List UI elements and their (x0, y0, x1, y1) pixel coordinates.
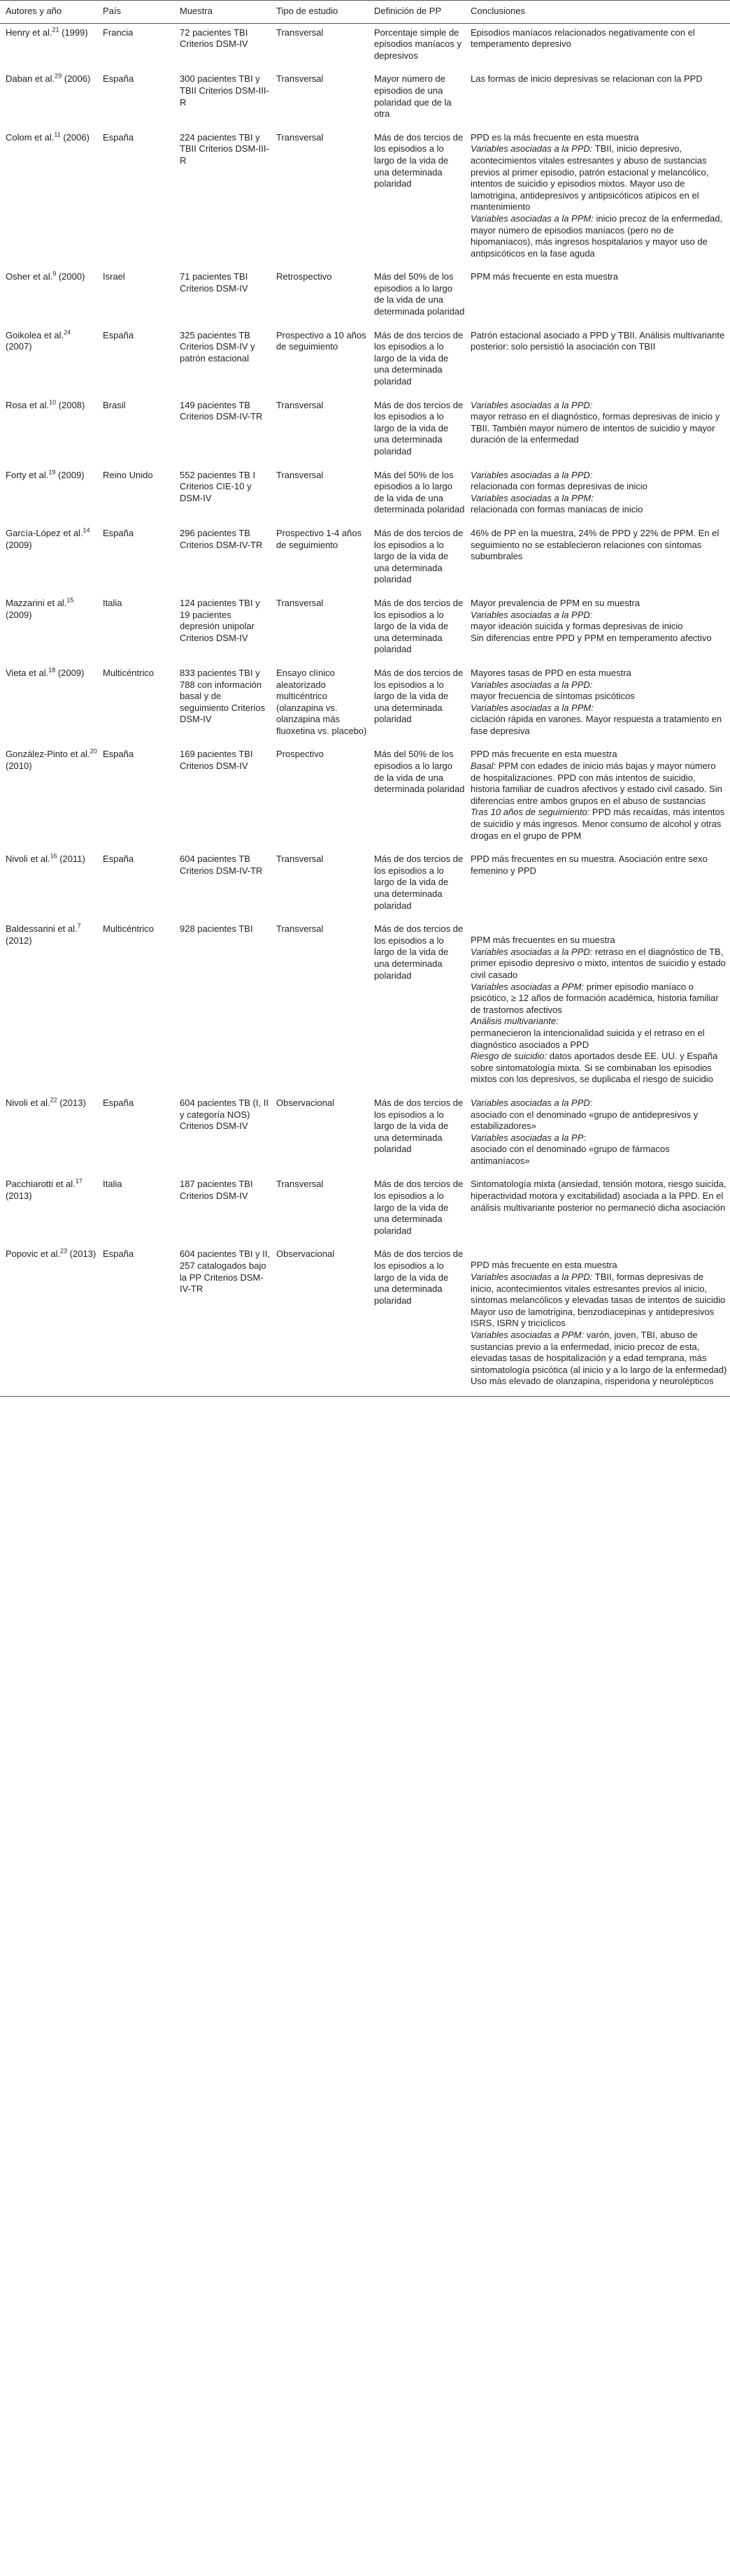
cell-conclusions (468, 23, 730, 70)
cell-authors (0, 1094, 100, 1176)
cell-pp-definition: Más de dos tercios de los episodios a lo largo de la vida de una determinada polaridad (374, 667, 464, 725)
conclusion-line (471, 1051, 727, 1086)
conclusion-label: Variables asociadas a la PPD: (471, 143, 593, 154)
conclusion-label: Variables asociadas a la PP: (471, 1132, 587, 1143)
conclusion-line (471, 1098, 727, 1132)
author-name: Pacchiarotti et al. (6, 1179, 76, 1190)
cell-pp-definition: Más de dos tercios de los episodios a lo largo de la vida de una determinada polaridad (371, 1245, 468, 1396)
conclusion-label: Variables asociadas a la PPD: (471, 609, 593, 620)
cell-study-type: Observacional (273, 1245, 371, 1396)
cell-authors (0, 524, 100, 594)
cell-authors (0, 23, 100, 70)
conclusion-line (471, 749, 727, 761)
conclusion-text: Sin diferencias entre PPD y PPM en temperamento afectivo (471, 632, 712, 643)
cell-authors (0, 326, 100, 396)
cell-study-type: Transversal (276, 597, 324, 608)
reference-number: 19 (48, 468, 56, 476)
table-header-row (0, 1, 730, 24)
author-name: Henry et al. (6, 27, 52, 38)
cell-pp-definition: Más del 50% de los episodios a lo largo de la vida de una determinada polaridad (374, 271, 465, 317)
cell-conclusions (468, 1094, 730, 1176)
header-study-type: Tipo de estudio (273, 1, 371, 24)
cell-conclusions (468, 326, 730, 396)
cell-country: Israel (103, 271, 125, 282)
cell-study-type: Transversal (276, 399, 324, 410)
conclusion-text: inicio precoz de la enfermedad, mayor número de episodios maníacos (pero no de hipomaníacos), más ingresos hospitalarios y mayor uso de antipsicóticos en la fase aguda (471, 213, 723, 259)
conclusion-text: relacionada con formas depresivas de inicio (471, 481, 647, 492)
cell-conclusions (468, 1245, 730, 1396)
publication-year: (2011) (57, 854, 85, 865)
cell-study-type: Transversal (276, 131, 324, 143)
table-row (0, 70, 730, 128)
cell-study-type: Transversal (276, 854, 324, 865)
conclusion-text: Mayor uso de lamotrigina, benzodiacepinas y antidepresivos ISRS, ISRN y tricíclicos (471, 1306, 715, 1329)
publication-year: (2010) (6, 761, 32, 772)
conclusion-line (471, 1016, 727, 1051)
conclusion-text: Episodios maníacos relacionados negativamente con el temperamento depresivo (471, 27, 695, 50)
author-name: Osher et al. (6, 271, 53, 282)
cell-sample: 149 pacientes TB Criterios DSM-IV-TR (180, 399, 263, 422)
cell-study-type: Prospectivo 1-4 años de seguimiento (276, 527, 362, 550)
cell-study-type: Transversal (276, 27, 324, 38)
reference-number: 18 (48, 666, 56, 674)
conclusion-label: Variables asociadas a PPM: (471, 981, 585, 992)
header-country: País (100, 1, 177, 24)
cell-pp-definition: Más de dos tercios de los episodios a lo largo de la vida de una determinada polaridad (374, 329, 464, 387)
cell-sample: 325 pacientes TB Criterios DSM-IV y patrón estacional (180, 329, 255, 364)
conclusion-text: mayor ideación suicida y formas depresivas de inicio (471, 621, 683, 632)
author-name: Nivoli et al. (6, 854, 50, 865)
cell-country: España (103, 1097, 134, 1108)
publication-year: (2013) (6, 1190, 32, 1202)
publication-year: (2013) (67, 1249, 96, 1260)
cell-country: Brasil (103, 399, 126, 410)
table-row (0, 466, 730, 524)
conclusion-line (471, 1260, 727, 1272)
conclusion-line (471, 668, 727, 679)
cell-conclusions (468, 70, 730, 128)
cell-sample: 124 pacientes TBI y 19 pacientes depresión unipolar Criterios DSM-IV (180, 597, 260, 643)
author-name: Vieta et al. (6, 667, 49, 678)
cell-sample: 604 pacientes TB Criterios DSM-IV-TR (180, 854, 263, 876)
conclusion-line (471, 1330, 727, 1388)
conclusion-text: varón, joven, TBI, abuso de sustancias previo a la enfermedad, inicio precoz de esta, elevadas tasas de hospitalización y a edad temprana, más sintomatología psicótica (al inicio y a lo largo de la enfermedad) Uso más elevado de olanzapina, risperidona y neurolépticos (471, 1330, 727, 1387)
conclusion-line (471, 610, 727, 633)
cell-sample: 296 pacientes TB Criterios DSM-IV-TR (180, 527, 263, 550)
cell-sample: 300 pacientes TBI y TBII Criterios DSM-III-R (180, 73, 269, 108)
table-row (0, 23, 730, 70)
header-conclusions: Conclusiones (468, 1, 730, 24)
author-name: Popovic et al. (6, 1249, 61, 1260)
reference-number: 20 (90, 748, 97, 756)
cell-study-type: Transversal (276, 1179, 324, 1190)
conclusion-line (471, 1272, 727, 1307)
conclusion-label: Variables asociadas a la PPM: (471, 702, 594, 713)
cell-country: España (103, 131, 134, 143)
cell-sample: 71 pacientes TBI Criterios DSM-IV (180, 271, 248, 294)
cell-pp-definition: Más de dos tercios de los episodios a lo largo de la vida de una determinada polaridad (374, 923, 464, 981)
table-body (0, 23, 730, 1396)
cell-pp-definition: Más de dos tercios de los episodios a lo largo de la vida de una determinada polaridad (374, 399, 464, 456)
conclusion-text: PPM más frecuentes en su muestra (471, 935, 615, 946)
header-sample: Muestra (177, 1, 273, 24)
conclusion-line (471, 807, 727, 842)
reference-number: 15 (66, 596, 74, 604)
cell-authors (0, 664, 100, 746)
table-row (0, 1094, 730, 1176)
conclusion-line (471, 213, 727, 259)
table-row (0, 268, 730, 326)
conclusion-text: PPM más frecuente en esta muestra (471, 271, 618, 282)
cell-study-type: Transversal (276, 73, 324, 85)
conclusion-text: PPM con edades de inicio más bajas y mayor número de hospitalizaciones. PPD con más intentos de suicidio, historia familiar de cuadros afectivos y estado civil casado. Sin diferencias entre ambos grupos en el abuso de sustancias (471, 761, 722, 806)
cell-study-type: Prospectivo a 10 años de seguimiento (276, 329, 366, 352)
conclusion-line (471, 761, 727, 807)
cell-study-type: Prospectivo (276, 749, 324, 760)
publication-year: (2009) (55, 469, 85, 480)
publication-year: (2012) (6, 935, 32, 946)
conclusion-line (471, 633, 727, 645)
publication-year: (2006) (62, 73, 91, 85)
cell-authors (0, 1175, 100, 1245)
author-name: González-Pinto et al. (6, 749, 90, 760)
cell-study-type: Observacional (276, 1097, 335, 1108)
cell-pp-definition: Más del 50% de los episodios a lo largo de la vida de una determinada polaridad (374, 749, 465, 795)
publication-year: (2000) (56, 271, 85, 282)
table-row (0, 129, 730, 268)
conclusion-line (471, 679, 727, 703)
conclusion-label: Variables asociadas a la PPD: (471, 1272, 593, 1283)
conclusion-text: Patrón estacional asociado a PPD y TBII. Análisis multivariante posterior: solo persistió la asociación con TBII (471, 329, 725, 352)
cell-sample: 552 pacientes TB I Criterios CIE-10 y DSM-IV (180, 469, 256, 503)
conclusion-text: primer episodio maníaco o psicótico, ≥ 12 años de formación académica, historia familiar de trastornos afectivos (471, 981, 719, 1015)
cell-country: España (103, 329, 134, 340)
cell-pp-definition: Porcentaje simple de episodios maníacos y depresivos (374, 27, 462, 61)
reference-number: 22 (50, 1096, 57, 1104)
conclusion-line (471, 330, 727, 353)
conclusion-text: datos aportados desde EE. UU. y España sobre sintomatología mixta. Si se combinaban los episodios mixtos con los depresivos, se duplicaba el riesgo de suicidio (471, 1051, 718, 1085)
cell-sample: 72 pacientes TBI Criterios DSM-IV (180, 27, 248, 50)
cell-study-type: Transversal (276, 469, 324, 480)
publication-year: (1999) (59, 27, 88, 38)
reference-number: 14 (83, 526, 90, 534)
author-name: Baldessarini et al. (6, 923, 78, 935)
cell-sample: 604 pacientes TBI y II, 257 catalogados bajo la PP Criterios DSM-IV-TR (177, 1245, 273, 1396)
conclusion-label: Variables asociadas a la PPD: (471, 1097, 593, 1108)
conclusion-line (471, 470, 727, 493)
conclusion-text: Sintomatología mixta (ansiedad, tensión motora, riesgo suicida, hiperactividad motora y excitabilidad) asociada a la PPD. En el análisis multivariante posterior no permaneció dicha asociación (471, 1179, 727, 1213)
conclusion-text: PPD más frecuentes en su muestra. Asociación entre sexo femenino y PPD (471, 854, 708, 876)
cell-study-type: Retrospectivo (276, 271, 332, 282)
conclusion-label: Riesgo de suicidio: (471, 1051, 548, 1062)
cell-pp-definition: Más de dos tercios de los episodios a lo largo de la vida de una determinada polaridad (374, 597, 464, 655)
conclusion-label: Variables asociadas a la PPM: (471, 492, 594, 503)
conclusion-label: Variables asociadas a la PPD: (471, 469, 593, 480)
table-row (0, 745, 730, 850)
reference-number: 7 (77, 922, 81, 930)
cell-country: España (103, 527, 134, 538)
conclusion-text: mayor retraso en el diagnóstico, formas depresivas de inicio y TBII. También mayor número de intentos de suicidio y mayor duración de la enfermedad (471, 411, 720, 445)
cell-authors (0, 1245, 100, 1396)
cell-country: Francia (103, 27, 134, 38)
conclusion-label: Variables asociadas a la PPD: (471, 679, 593, 690)
conclusion-text: asociado con el denominado «grupo de antidepresivos y estabilizadores» (471, 1109, 699, 1132)
cell-conclusions (468, 664, 730, 746)
conclusion-text: relacionada con formas maníacas de inicio (471, 504, 643, 515)
conclusion-line (471, 271, 727, 283)
cell-sample: 187 pacientes TBI Criterios DSM-IV (180, 1179, 253, 1202)
conclusion-text: retraso en el diagnóstico de TB, primer episodio depresivo o mixto, intentos de suicidio y estado civil casado (471, 946, 726, 980)
cell-sample: 928 pacientes TBI (180, 923, 253, 935)
conclusion-line (471, 703, 727, 737)
conclusion-text: TBII, inicio depresivo, acontecimientos vitales estresantes y abuso de sustancias previos al primer episodio, patrón estacional y melancólico, intentos de suicidio y episodios mixtos. Mayor uso de lamotrigina, antidepresivos y antipsicóticos atípicos en el mantenimiento (471, 143, 709, 213)
conclusion-label: Análisis multivariante: (471, 1016, 559, 1027)
cell-authors (0, 268, 100, 326)
reference-number: 16 (50, 852, 57, 860)
conclusion-text: asociado con el denominado «grupo de fármacos antimaníacos» (471, 1144, 670, 1166)
conclusion-line (471, 981, 727, 1016)
cell-study-type: Ensayo clínico aleatorizado multicéntrico (olanzapina vs. olanzapina más fluoxetina vs. placebo) (276, 667, 367, 736)
conclusion-label: Variables asociadas a la PPM: (471, 213, 594, 224)
cell-country: Italia (103, 597, 122, 608)
publication-year: (2008) (56, 399, 85, 410)
reference-number: 24 (64, 329, 71, 336)
cell-conclusions (468, 268, 730, 326)
publication-year: (2009) (55, 667, 85, 678)
cell-authors (0, 129, 100, 268)
publication-year: (2006) (60, 131, 90, 143)
cell-study-type: Transversal (276, 923, 324, 935)
cell-pp-definition: Más de dos tercios de los episodios a lo largo de la vida de una determinada polaridad (374, 854, 464, 911)
table-row (0, 594, 730, 664)
table-row (0, 1245, 730, 1396)
reference-number: 23 (60, 1248, 68, 1255)
cell-pp-definition: Más de dos tercios de los episodios a lo largo de la vida de una determinada polaridad (374, 1097, 464, 1155)
conclusion-line (471, 493, 727, 516)
cell-conclusions (468, 745, 730, 850)
publication-year: (2009) (6, 609, 32, 620)
cell-country: España (103, 854, 134, 865)
conclusion-line (471, 400, 727, 446)
conclusion-line (471, 143, 727, 213)
cell-country: España (100, 1245, 177, 1396)
table-row (0, 664, 730, 746)
conclusion-text: permanecieron la intencionalidad suicida y el retraso en el diagnóstico asociados a PPD (471, 1027, 705, 1050)
conclusion-label: Tras 10 años de seguimiento: (471, 807, 590, 818)
conclusion-label: Variables asociadas a la PPD: (471, 399, 593, 410)
cell-sample: 604 pacientes TB (I, II y categoría NOS) Criterios DSM-IV (180, 1097, 269, 1132)
cell-country: Multicéntrico (103, 667, 154, 678)
conclusion-line (471, 27, 727, 50)
reference-number: 10 (49, 398, 57, 406)
cell-authors (0, 70, 100, 128)
conclusion-line (471, 598, 727, 610)
conclusion-line (471, 1132, 727, 1167)
cell-authors (0, 466, 100, 524)
publication-year: (2007) (6, 341, 32, 352)
header-authors: Autores y año (0, 1, 100, 24)
cell-conclusions (468, 850, 730, 920)
reference-number: 29 (55, 73, 62, 80)
cell-conclusions (468, 396, 730, 466)
conclusion-text: ciclación rápida en varones. Mayor respuesta a tratamiento en fase depresiva (471, 714, 722, 736)
author-name: Rosa et al. (6, 399, 50, 410)
cell-conclusions (468, 466, 730, 524)
author-name: Forty et al. (6, 469, 49, 480)
conclusion-line (471, 947, 727, 981)
cell-authors (0, 920, 100, 1094)
publication-year: (2009) (6, 539, 32, 550)
cell-conclusions (468, 524, 730, 594)
conclusion-line (471, 528, 727, 563)
conclusion-text: PPD más frecuente en esta muestra (471, 1260, 617, 1271)
cell-pp-definition: Más de dos tercios de los episodios a lo largo de la vida de una determinada polaridad (374, 527, 464, 585)
reference-number: 17 (75, 1178, 83, 1186)
conclusion-text: mayor frecuencia de síntomas psicóticos (471, 691, 635, 702)
conclusion-label: Basal: (471, 761, 496, 772)
conclusion-text: PPD más recaídas, más intentos de suicidio y más ingresos. Menor consumo de alcohol y otras drogas en el grupo de PPM (471, 807, 725, 841)
table-row (0, 396, 730, 466)
cell-authors (0, 850, 100, 920)
table-row (0, 524, 730, 594)
cell-sample: 833 pacientes TBI y 788 con información basal y de seguimiento Criterios DSM-IV (180, 667, 266, 725)
conclusion-line (471, 1179, 727, 1214)
cell-pp-definition: Mayor número de episodios de una polaridad que de la otra (374, 73, 452, 120)
conclusion-line (471, 132, 727, 144)
table-row (0, 850, 730, 920)
conclusion-line (471, 935, 727, 947)
reference-number: 11 (54, 131, 61, 138)
conclusion-label: Variables asociadas a PPM: (471, 1330, 585, 1340)
cell-country: Italia (103, 1179, 122, 1190)
cell-conclusions (468, 920, 730, 1094)
cell-pp-definition: Más de dos tercios de los episodios a lo largo de la vida de una determinada polaridad (374, 1179, 464, 1236)
conclusion-text: Mayor prevalencia de PPM en su muestra (471, 597, 640, 608)
conclusion-text: Las formas de inicio depresivas se relacionan con la PPD (471, 73, 703, 85)
table-row (0, 326, 730, 396)
author-name: Daban et al. (6, 73, 55, 85)
conclusion-line (471, 73, 727, 85)
author-name: Goikolea et al. (6, 329, 64, 340)
cell-pp-definition: Más del 50% de los episodios a lo largo de la vida de una determinada polaridad (374, 469, 465, 515)
cell-conclusions (468, 594, 730, 664)
author-name: Colom et al. (6, 131, 55, 143)
cell-pp-definition: Más de dos tercios de los episodios a lo largo de la vida de una determinada polaridad (374, 131, 464, 189)
reference-number: 9 (52, 270, 57, 278)
conclusion-line (471, 854, 727, 877)
author-name: Mazzarini et al. (6, 597, 67, 608)
conclusion-text: 46% de PP en la muestra, 24% de PPD y 22% de PPM. En el seguimiento no se establecieron relaciones con síntomas subumbrales (471, 527, 720, 562)
conclusion-text: TBII, formas depresivas de inicio, acontecimientos vitales estresantes previos al inicio, síntomas melancólicos y elevadas tasas de intentos de suicidio (471, 1272, 726, 1306)
cell-country: España (103, 749, 134, 760)
conclusion-line (471, 1307, 727, 1330)
table-row (0, 920, 730, 1094)
cell-conclusions (468, 1175, 730, 1245)
cell-authors (0, 396, 100, 466)
reference-number: 21 (52, 26, 59, 34)
author-name: García-López et al. (6, 527, 83, 538)
conclusion-text: Mayores tasas de PPD en esta muestra (471, 667, 631, 678)
cell-conclusions (468, 129, 730, 268)
cell-country: Reino Unido (103, 469, 153, 480)
cell-country: Multicéntrico (103, 923, 154, 935)
conclusion-text: PPD es la más frecuente en esta muestra (471, 131, 639, 143)
header-pp-definition: Definición de PP (371, 1, 468, 24)
cell-country: España (103, 73, 134, 85)
conclusion-label: Variables asociadas a la PPD: (471, 946, 593, 957)
cell-sample: 169 pacientes TBI Criterios DSM-IV (180, 749, 253, 772)
cell-sample: 224 pacientes TBI y TBII Criterios DSM-III-R (180, 131, 269, 166)
author-name: Nivoli et al. (6, 1097, 50, 1108)
publication-year: (2013) (57, 1097, 86, 1108)
cell-authors (0, 745, 100, 850)
cell-authors (0, 594, 100, 664)
conclusion-text: PPD más frecuente en esta muestra (471, 749, 617, 760)
table-row (0, 1175, 730, 1245)
